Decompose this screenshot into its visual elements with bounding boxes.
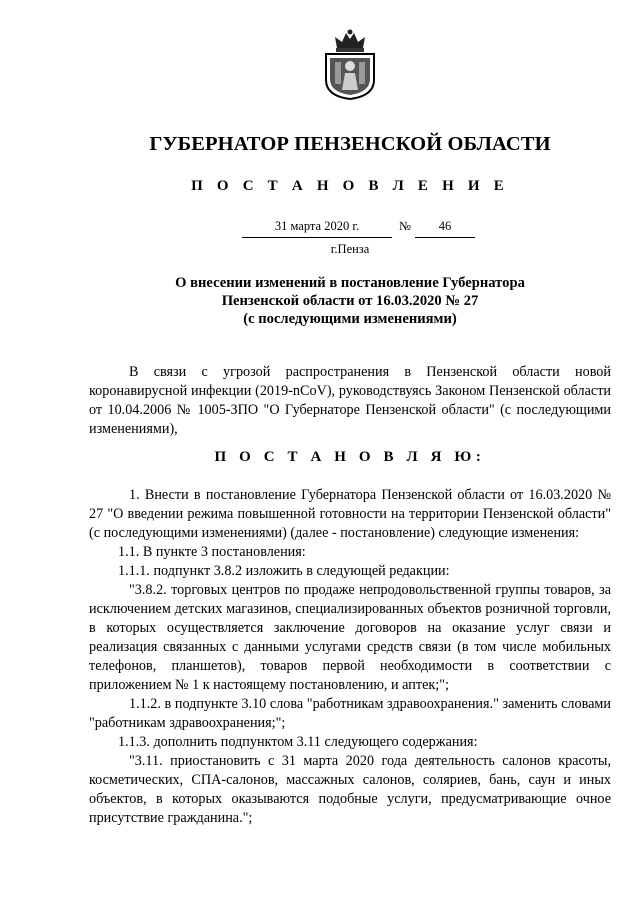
issue-city: г.Пенза: [330, 242, 370, 256]
document-number: 46: [415, 219, 475, 238]
subject-line: О внесении изменений в постановление Губернатора: [175, 275, 525, 291]
item-1-1-1-paragraph: 1.1.1. подпункт 3.8.2 изложить в следующей редакции:: [118, 563, 450, 579]
subject-line: (с последующими изменениями): [243, 311, 457, 327]
penza-coat-of-arms-icon: [323, 28, 377, 100]
preamble-section: [89, 363, 611, 439]
issuing-authority-title: ГУБЕРНАТОР ПЕНЗЕНСКОЙ ОБЛАСТИ: [149, 133, 551, 155]
item-1-paragraph: 1. Внести в постановление Губернатора Пензенской области от 16.03.2020 № 27 "О введении режима повышенной готовности на территории Пензенской области" (с последующими изменениями) (далее - постановление) следующие изменения:: [89, 487, 611, 541]
decree-body: [89, 486, 611, 828]
document-type-heading: П О С Т А Н О В Л Е Н И Е: [191, 178, 509, 194]
item-1-1-3-paragraph: 1.1.3. дополнить подпунктом 3.11 следующего содержания:: [118, 734, 478, 750]
decree-heading: П О С Т А Н О В Л Я Ю:: [214, 449, 486, 465]
document-subject: [0, 274, 640, 328]
item-1-1-2-paragraph: 1.1.2. в подпункте 3.10 слова "работникам здравоохранения." заменить словами "работникам здравоохранения;";: [89, 696, 611, 731]
item-1-1-paragraph: 1.1. В пункте 3 постановления:: [118, 544, 306, 560]
document-date: 31 марта 2020 г.: [242, 219, 392, 238]
preamble-paragraph: В связи с угрозой распространения в Пензенской области новой коронавирусной инфекции (2019-nCoV), руководствуясь Законом Пензенской области от 10.04.2006 № 1005-ЗПО "О Губернаторе Пензенской области" (с последующими изменениями),: [89, 364, 611, 437]
number-sign: №: [399, 219, 411, 233]
subject-line: Пензенской области от 16.03.2020 № 27: [221, 293, 479, 309]
subitem-3-8-2-paragraph: "3.8.2. торговых центров по продаже непродовольственной группы товаров, за исключением детских магазинов, специализированных объектов розничной торговли, в которых осуществляется заключение договоров на оказание услуг связи и реализация связанных с данными услугами средств связи (в том числе мобильных телефонов, планшетов), товаров первой необходимости в соответствии с приложением № 1 к настоящему постановлению, и аптек;";: [89, 582, 611, 693]
subitem-3-11-paragraph: "3.11. приостановить с 31 марта 2020 года деятельность салонов красоты, косметических, СПА-салонов, массажных салонов, соляриев, бань, саун и иных объектов, в которых оказываются подобные услуги, предусматривающие очное присутствие гражданина.";: [89, 753, 611, 826]
